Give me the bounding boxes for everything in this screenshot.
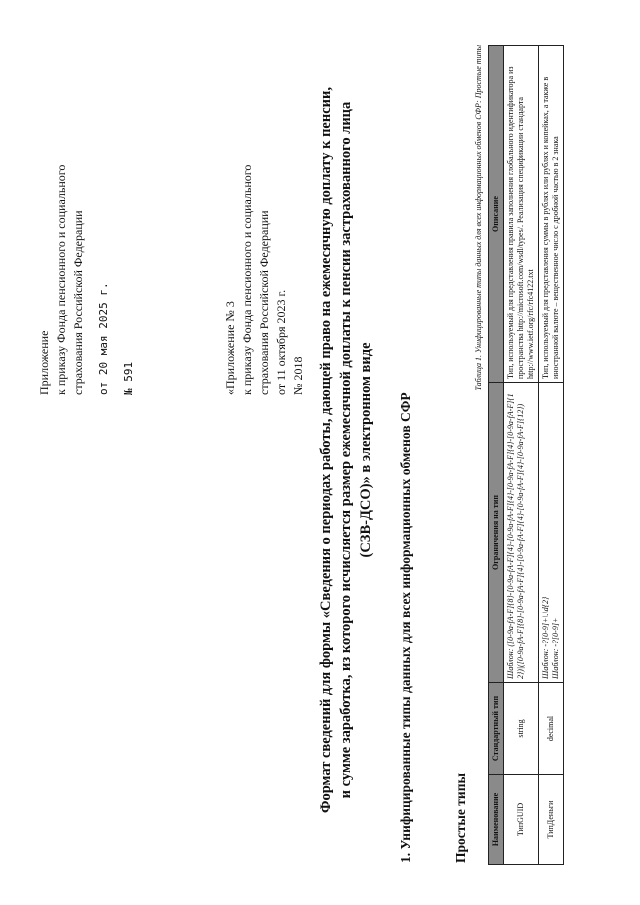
cell-name: ТипДеньги	[539, 775, 564, 865]
appendix-new-line1: к приказу Фонда пенсионного и социального	[54, 164, 68, 395]
appendix-new-block	[36, 165, 137, 395]
header-name: Наименование	[489, 775, 504, 865]
appendix-new-number: № 591	[122, 361, 135, 395]
cell-standard-type: decimal	[539, 683, 564, 775]
table-header-row	[489, 46, 504, 865]
subsection-heading: Простые типы	[453, 772, 468, 863]
cell-standard-type: string	[504, 683, 539, 775]
header-restrictions: Ограничения на тип	[489, 383, 504, 683]
cell-name: ТипGUID	[504, 775, 539, 865]
header-standard-type: Стандартный тип	[489, 683, 504, 775]
appendix-new-title: Приложение	[37, 330, 51, 395]
appendix-new-line2: страхования Российской Федерации	[71, 210, 85, 395]
document-title-line3: (СЗВ-ДСО)» в электронном виде	[358, 342, 374, 558]
appendix-new-date: от 20 мая 2025 г.	[97, 282, 110, 395]
appendix-old-line2: страхования Российской Федерации	[257, 210, 271, 395]
appendix-old-block	[222, 165, 307, 395]
appendix-old-date: от 11 октября 2023 г.	[274, 289, 288, 395]
header-description: Описание	[489, 46, 504, 383]
table-row	[539, 46, 564, 865]
cell-description: Тип, используемый для представления правила заполнения глобального идентификатора из пространства http://microsoft.com/wsdl/types/. Реализация спецификации стандарта http://www.ietf.org/rfc/rfc4122.txt	[504, 46, 539, 383]
cell-restriction: Шаблон: -?[0-9]+\.\d{2} Шаблон: -?[0-9]+	[539, 383, 564, 683]
cell-restriction: Шаблон: ([0-9a-fA-F]{8}-[0-9a-fA-F]{4}-[0-9a-fA-F]{4}-[0-9a-fA-F]{4}-[0-9a-fA-F]{12})|([0-9a-fA-F]{8}-[0-9a-fA-F]{4}-[0-9a-fA-F]{4}-[0-9a-fA-F]{4}-[0-9a-fA-F]{12})	[504, 383, 539, 683]
appendix-old-number: № 2018	[291, 356, 305, 395]
document-title-line2: и сумме заработка, из которого исчисляется размер ежемесячной доплаты к пенсии застрахованного лица	[338, 101, 354, 799]
section-heading: 1. Унифицированные типы данных для всех информационных обменов СФР	[398, 392, 413, 863]
document-title	[316, 35, 376, 865]
appendix-old-line1: к приказу Фонда пенсионного и социального	[240, 164, 254, 395]
table-caption: Таблица 1. Унифицированные типы данных для всех информационных обменов СФР: Простые типы	[474, 45, 483, 391]
types-table	[488, 45, 564, 865]
table-row	[504, 46, 539, 865]
appendix-old-title: «Приложение № 3	[223, 301, 237, 395]
cell-description: Тип, используемый для представления суммы в рублях или рублях и копейках, а также в иностранной валюте – вещественное число с дробной частью в 2 знака	[539, 46, 564, 383]
document-title-line1: Формат сведений для формы «Сведения о периодах работы, дающей право на ежемесячную доплату к пенсии,	[318, 87, 334, 813]
